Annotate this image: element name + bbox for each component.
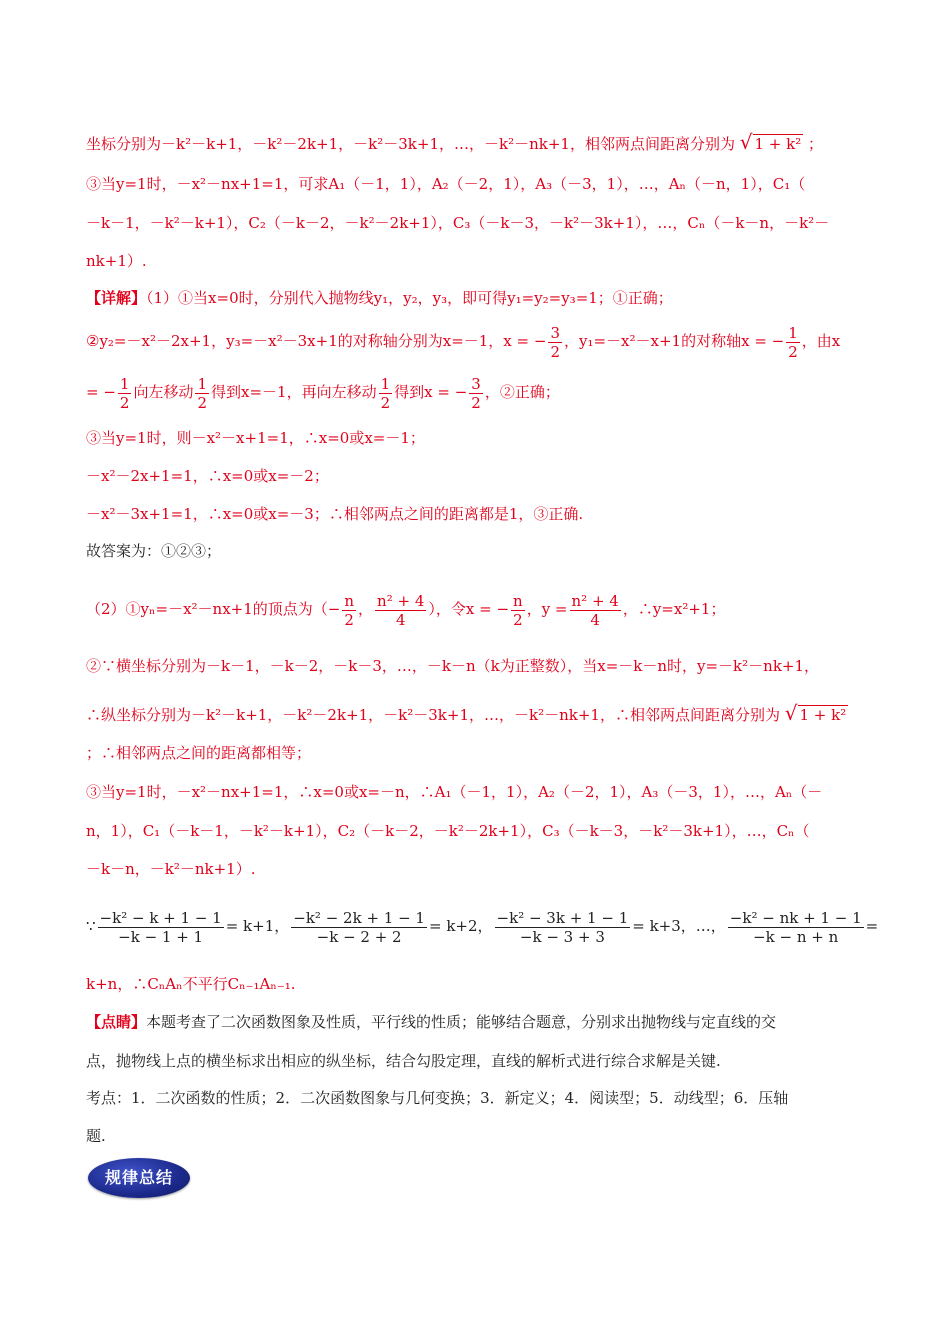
- fraction: $\frac{n}{2}$: [344, 591, 355, 629]
- fraction: $\frac{n}{2}$: [513, 591, 523, 629]
- text-line: 【点睛】本题考查了二次函数图象及性质，平行线的性质；能够结合题意，分别求出抛物线与定直线的交: [86, 1013, 777, 1031]
- text-line: ③当y=1时，则－x²－x+1=1，∴x=0或x=－1；: [86, 429, 425, 447]
- text-line: ②∵横坐标分别为－k－1，－k－2，－k－3，…，－k－n（k为正整数），当x=－k－n时，y=－k²－nk+1，: [86, 657, 820, 675]
- text-line: nk+1）.: [86, 252, 147, 270]
- text-line: 考点：1．二次函数的性质；2．二次函数图象与几何变换；3．新定义；4．阅读型；5．动线型；6．压轴: [86, 1089, 789, 1107]
- text-line: k+n，∴CₙAₙ不平行Cₙ₋₁Aₙ₋₁.: [86, 975, 296, 993]
- fraction: $\frac{3}{2}$: [550, 323, 560, 361]
- fraction: $\frac{\text{n² + 4}}{4}$: [377, 591, 425, 629]
- text-line: ③当y=1时，－x²－nx+1=1，∴x=0或x=－n，∴A₁（－1，1），A₂（－2，1），A₃（－3，1），…，Aₙ（－: [86, 783, 823, 801]
- sqrt-expression: √ 1 + k²: [739, 130, 802, 154]
- text-line: ；∴相邻两点之间的距离都相等；: [86, 744, 312, 762]
- text-line: 故答案为：①②③；: [86, 542, 222, 560]
- text-line: （2）①yₙ=－x²－nx+1的顶点为（− $\frac{n}{2}$ ， $\frac{\text{n² + 4}}{4}$ ），令x = − $\frac{n}{2}$ ，y = $\frac{\text{n² + 4}}{4}$ ，∴y=x²+1；: [86, 591, 726, 629]
- section-tag: 【点睛】: [86, 1013, 147, 1031]
- fraction: $\frac{3}{2}$: [471, 374, 481, 412]
- section-tag: 【详解】: [86, 289, 147, 307]
- text-line: = − $\frac{1}{2}$ 向左移动 $\frac{1}{2}$ 得到x=－1，再向左移动 $\frac{1}{2}$ 得到x = − $\frac{3}{2}$ ，②正确；: [86, 374, 560, 412]
- fraction: $\frac{\text{−k² − k + 1 − 1}}{-k - 1 + 1}$: [99, 908, 222, 946]
- text-line: －k－n，－k²－nk+1）.: [86, 860, 256, 878]
- fraction: $\frac{\text{−k² − nk + 1 − 1}}{-k - n + n}$: [729, 908, 862, 946]
- text-line: 题.: [86, 1127, 106, 1145]
- fraction: $\frac{\text{−k² − 3k + 1 − 1}}{-k - 3 + 3}$: [496, 908, 629, 946]
- fraction: $\frac{1}{2}$: [380, 374, 391, 412]
- text-line: 坐标分别为－k²－k+1，－k²－2k+1，－k²－3k+1，…，－k²－nk+1，相邻两点间距离分别为 √ 1 + k² ；: [86, 130, 824, 154]
- text-line: －k－1，－k²－k+1），C₂（－k－2，－k²－2k+1），C₃（－k－3，－k²－3k+1），…，Cₙ（－k－n，－k²－: [86, 214, 830, 232]
- text-line: －x²－3x+1=1，∴x=0或x=－3；∴相邻两点之间的距离都是1，③正确.: [86, 505, 584, 523]
- fraction: $\frac{\text{−k² − 2k + 1 − 1}}{-k - 2 + 2}$: [293, 908, 425, 946]
- text-line: －x²－2x+1=1，∴x=0或x=－2；: [86, 467, 329, 485]
- text-line: ②y₂=－x²－2x+1，y₃=－x²－3x+1的对称轴分别为x=－1，x = − $\frac{3}{2}$ ，y₁=－x²－x+1的对称轴x = − $\frac{1}{2}$ ，由x: [86, 323, 841, 361]
- fraction: $\frac{1}{2}$: [197, 374, 208, 412]
- text-line: 【详解】（1）①当x=0时，分别代入抛物线y₁，y₂，y₃，即可得y₁=y₂=y₃=1；①正确；: [86, 289, 673, 307]
- text-line: ∴纵坐标分别为－k²－k+1，－k²－2k+1，－k²－3k+1，…，－k²－nk+1，∴相邻两点间距离分别为 √ 1 + k²: [86, 701, 847, 725]
- fraction: $\frac{1}{2}$: [788, 323, 798, 361]
- text-line: n，1），C₁（－k－1，－k²－k+1），C₂（－k－2，－k²－2k+1），C₃（－k－3，－k²－3k+1），…，Cₙ（: [86, 822, 810, 840]
- text-line: ∵ $\frac{\text{−k² − k + 1 − 1}}{-k - 1 + 1}$ = k+1， $\frac{\text{−k² − 2k + 1 − 1}}{-k - 2 + 2}$ = k+2， $\frac{\text{−k² − 3k + 1 − 1}}{-k - 3 + 3}$ = k+3，…， $\frac{\text{−k² − nk + 1 − 1}}{-k - n + n}$ =: [86, 908, 879, 946]
- text-line: 点，抛物线上点的横坐标求出相应的纵坐标，结合勾股定理，直线的解析式进行综合求解是关键.: [86, 1052, 721, 1070]
- text-line: ③当y=1时，－x²－nx+1=1，可求A₁（－1，1），A₂（－2，1），A₃（－3，1），…，Aₙ（－n，1），C₁（: [86, 175, 806, 193]
- fraction: $\frac{1}{2}$: [119, 374, 130, 412]
- fraction: $\frac{\text{n² + 4}}{4}$: [571, 591, 619, 629]
- sqrt-expression: √ 1 + k²: [784, 701, 847, 725]
- section-badge: 规律总结: [88, 1158, 190, 1198]
